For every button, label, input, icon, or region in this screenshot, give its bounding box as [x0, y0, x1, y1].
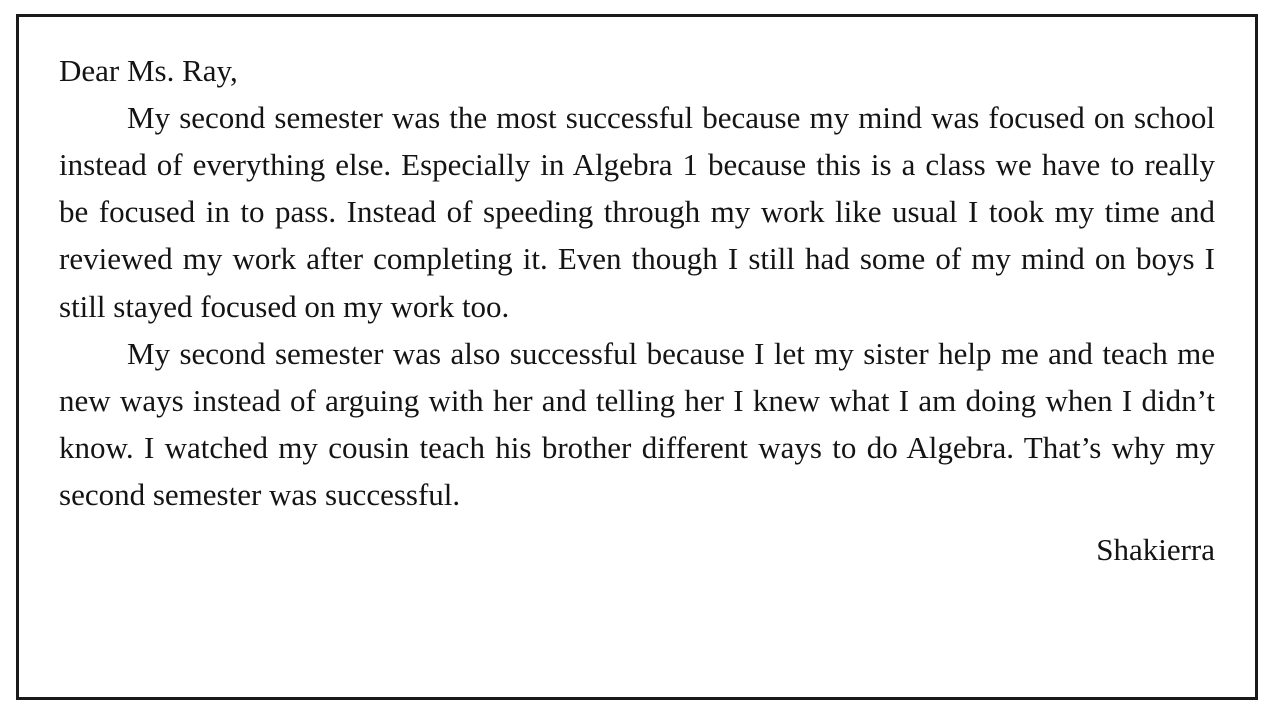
letter-paragraph-1: My second semester was the most successful because my mind was focused on school instead of everything else. Especially in Algebra 1 because this is a class we have to really be focused in to pass. Instead of speeding through my work like usual I took my time and reviewed my work after completing it. Even though I still had some of my mind on boys I still stayed focused on my work too.: [59, 100, 1215, 324]
letter-paragraph-2: My second semester was also successful because I let my sister help me and teach me new ways instead of arguing with her and telling her I knew what I am doing when I didn’t know. I watched my cousin teach his brother different ways to do Algebra. That’s why my second semester was successful.: [59, 335, 1215, 512]
letter-frame: [16, 14, 1258, 700]
letter-signature: Shakierra: [1096, 532, 1215, 568]
letter-salutation: Dear Ms. Ray,: [59, 53, 238, 88]
letter-body: [59, 47, 1215, 573]
